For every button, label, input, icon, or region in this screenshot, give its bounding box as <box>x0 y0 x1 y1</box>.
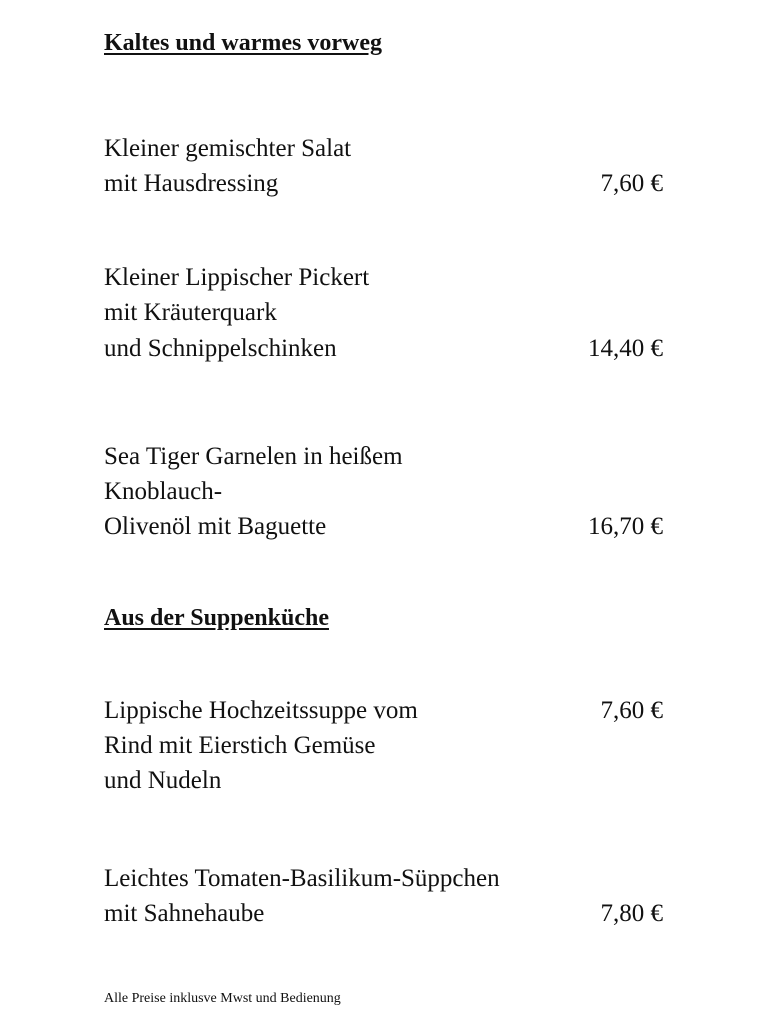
menu-item-hochzeitssuppe-price: 7,60 € <box>600 697 663 724</box>
price-footnote: Alle Preise inklusve Mwst und Bedienung <box>104 991 341 1006</box>
menu-item-garnelen-line-1: Sea Tiger Garnelen in heißem <box>104 443 403 470</box>
menu-item-pickert-line-2: mit Kräuterquark <box>104 299 277 326</box>
menu-item-hochzeitssuppe-line-3: und Nudeln <box>104 767 222 794</box>
menu-item-garnelen-price: 16,70 € <box>588 513 663 540</box>
menu-item-salat-price: 7,60 € <box>600 170 663 197</box>
menu-item-pickert-line-1: Kleiner Lippischer Pickert <box>104 264 370 291</box>
menu-item-tomatensuppe-price: 7,80 € <box>600 900 663 927</box>
menu-item-garnelen-line-2: Knoblauch- <box>104 478 223 505</box>
menu-item-tomatensuppe-line-2: mit Sahnehaube <box>104 900 265 927</box>
menu-item-tomatensuppe-line-1: Leichtes Tomaten-Basilikum-Süppchen <box>104 865 500 892</box>
section-heading-vorweg: Kaltes und warmes vorweg <box>104 30 382 56</box>
section-heading-suppenkueche: Aus der Suppenküche <box>104 605 329 631</box>
menu-item-garnelen-line-3: Olivenöl mit Baguette <box>104 513 327 540</box>
menu-item-pickert-price: 14,40 € <box>588 335 663 362</box>
menu-item-hochzeitssuppe-line-2: Rind mit Eierstich Gemüse <box>104 732 376 759</box>
menu-item-hochzeitssuppe-line-1: Lippische Hochzeitssuppe vom <box>104 697 418 724</box>
menu-item-salat-line-2: mit Hausdressing <box>104 170 279 197</box>
menu-item-salat-line-1: Kleiner gemischter Salat <box>104 135 352 162</box>
menu-item-pickert-line-3: und Schnippelschinken <box>104 335 337 362</box>
